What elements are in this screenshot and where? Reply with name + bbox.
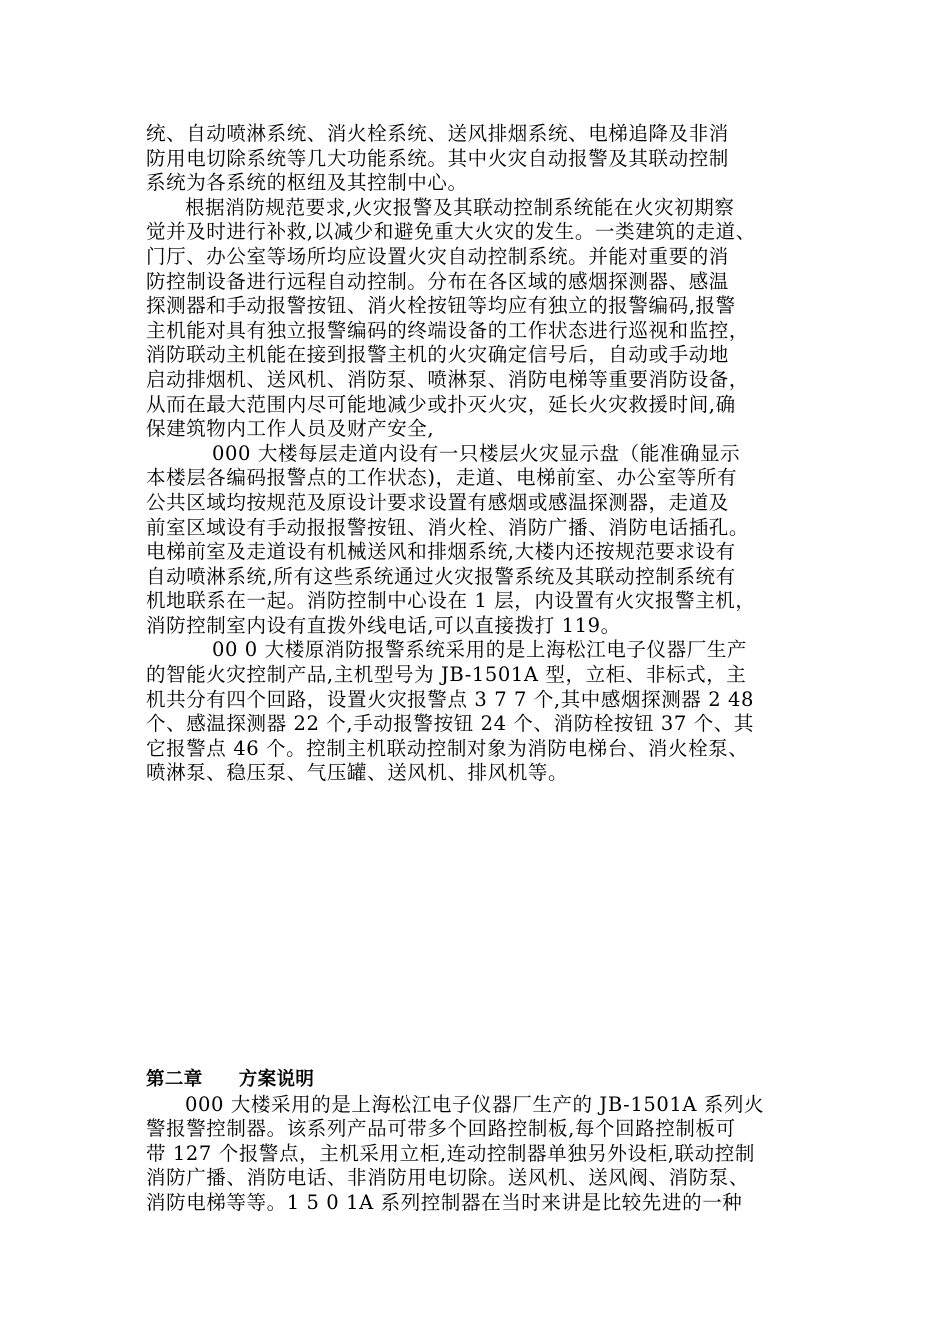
- paragraph-building-floors: [146, 442, 826, 639]
- text-line: 本楼层各编码报警点的工作状态)，走道、电梯前室、办公室等所有: [146, 466, 738, 490]
- text-line: 系统为各系统的枢纽及其控制中心。: [146, 171, 468, 195]
- text-line: 消防广播、消防电话、非消防用电切除。送风机、送风阀、消防泵、: [146, 1166, 750, 1190]
- chapter-number: 第二章: [146, 1069, 203, 1090]
- text-line: 从而在最大范围内尽可能地减少或扑灭火灾，延长火灾救援时间,确: [146, 392, 736, 416]
- text-line: 喷淋泵、稳压泵、气压罐、送风机、排风机等。: [146, 761, 569, 785]
- text-line: 消防联动主机能在接到报警主机的火灾确定信号后，自动或手动地: [146, 343, 729, 367]
- text-line: 统、自动喷淋系统、消火栓系统、送风排烟系统、电梯追降及非消: [146, 122, 729, 145]
- text-line: 觉并及时进行补救,以减少和避免重大火灾的发生。一类建筑的走道、: [146, 220, 756, 244]
- text-line: 前室区域设有手动报报警按钮、消火栓、消防广播、消防电话插孔。: [146, 515, 750, 539]
- text-line: 00 0 大楼原消防报警系统采用的是上海松江电子仪器厂生产: [212, 638, 748, 662]
- text-line: 自动喷淋系统,所有这些系统通过火灾报警系统及其联动控制系统有: [146, 564, 736, 588]
- text-line: 保建筑物内工作人员及财产安全,: [146, 417, 435, 441]
- chapter-section: [146, 1068, 826, 1216]
- text-line: 的智能火灾控制产品,主机型号为 JB-1501A 型，立柜、非标式，主: [146, 663, 747, 687]
- text-line: 机共分有四个回路，设置火灾报警点 3 7 7 个,其中感烟探测器 2 48: [146, 687, 755, 711]
- text-line: 机地联系在一起。消防控制中心设在 1 层，内设置有火灾报警主机，: [146, 589, 756, 613]
- body-text-top: [146, 122, 826, 786]
- text-line: 根据消防规范要求,火灾报警及其联动控制系统能在火灾初期察: [185, 195, 735, 219]
- text-line: 防用电切除系统等几大功能系统。其中火灾自动报警及其联动控制: [146, 146, 729, 170]
- text-line: 启动排烟机、送风机、消防泵、喷淋泵、消防电梯等重要消防设备，: [146, 367, 750, 391]
- paragraph-original-system: [146, 638, 826, 786]
- text-line: 带 127 个报警点，主机采用立柜,连动控制器单独另外设柜,联动控制: [146, 1141, 755, 1165]
- text-line: 探测器和手动报警按钮、消火栓按钮等均应有独立的报警编码,报警: [146, 294, 736, 318]
- chapter-title: 方案说明: [238, 1069, 315, 1090]
- text-line: 防控制设备进行远程自动控制。分布在各区域的感烟探测器、感温: [146, 269, 729, 293]
- text-line: 个、感温探测器 22 个,手动报警按钮 24 个、消防栓按钮 37 个、其: [146, 712, 755, 736]
- text-line: 门厅、办公室等场所均应设置火灾自动控制系统。并能对重要的消: [146, 244, 729, 268]
- text-line: 警报警控制器。该系列产品可带多个回路控制板,每个回路控制板可: [146, 1117, 736, 1141]
- paragraph-intro: [146, 122, 826, 196]
- text-line: 消防控制室内设有直拨外线电话,可以直接拨打 119。: [146, 613, 621, 637]
- paragraph-requirements: [146, 196, 826, 442]
- text-line: 公共区域均按规范及原设计要求设置有感烟或感温探测器，走道及: [146, 490, 729, 514]
- text-line: 电梯前室及走道设有机械送风和排烟系统,大楼内还按规范要求设有: [146, 540, 736, 564]
- chapter-heading: [146, 1068, 826, 1093]
- text-line: 000 大楼每层走道内设有一只楼层火灾显示盘（能准确显示: [212, 441, 741, 465]
- text-line: 消防电梯等等。1 5 0 1A 系列控制器在当时来讲是比较先进的一种: [146, 1190, 743, 1214]
- text-line: 主机能对具有独立报警编码的终端设备的工作状态进行巡视和监控，: [146, 318, 750, 342]
- paragraph-solution: [146, 1093, 826, 1216]
- text-line: 它报警点 46 个。控制主机联动控制对象为消防电梯台、消火栓泵、: [146, 736, 749, 760]
- text-line: 000 大楼采用的是上海松江电子仪器厂生产的 JB-1501A 系列火: [185, 1092, 765, 1116]
